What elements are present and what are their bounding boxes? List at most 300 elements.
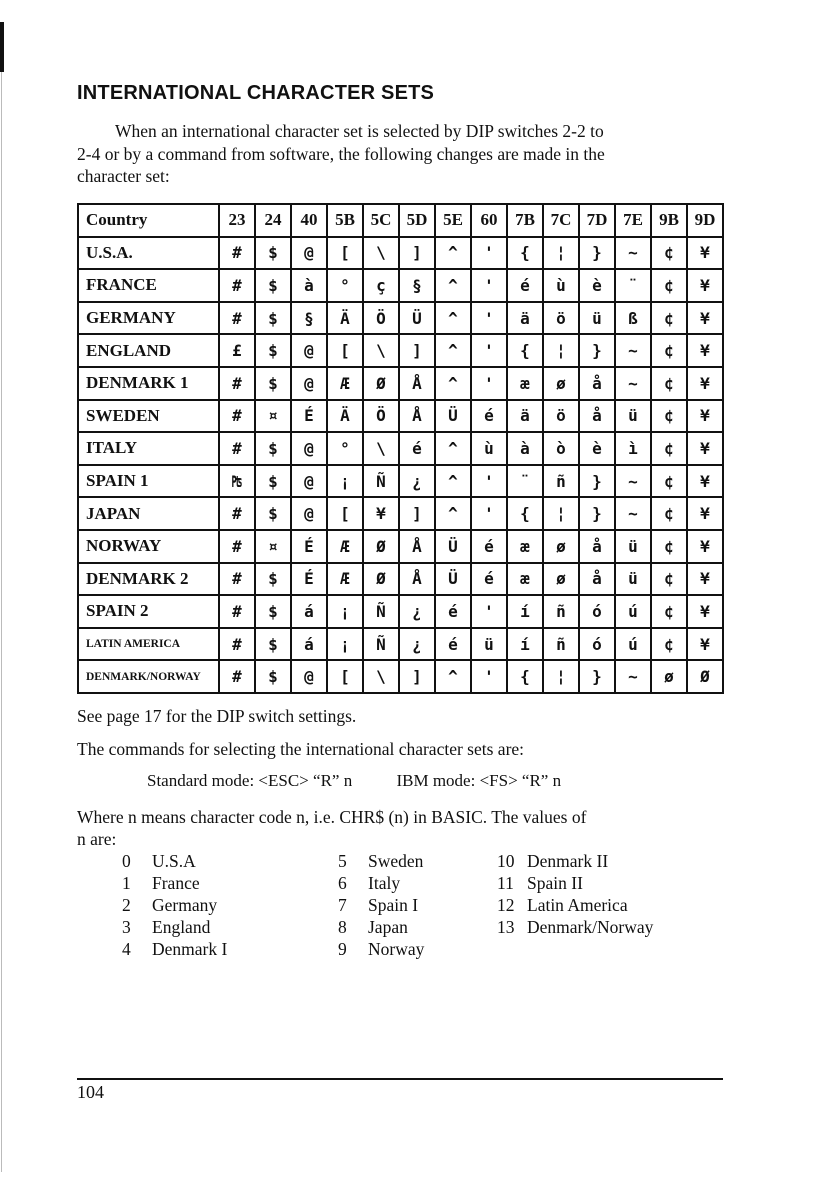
character-cell: # — [219, 530, 255, 563]
character-cell: à — [291, 269, 327, 302]
value-name: Denmark II — [527, 851, 609, 871]
character-cell: ¦ — [543, 660, 579, 693]
character-cell: é — [471, 400, 507, 433]
table-row — [78, 334, 723, 367]
character-cell: @ — [291, 432, 327, 465]
character-cell: { — [507, 334, 543, 367]
character-cell: ì — [615, 432, 651, 465]
column-header-code: 7E — [615, 204, 651, 237]
character-cell: ¦ — [543, 334, 579, 367]
character-cell: ö — [543, 302, 579, 335]
character-cell: ¦ — [543, 497, 579, 530]
value-code: 3 — [122, 917, 131, 937]
country-cell: DENMARK 2 — [78, 563, 219, 596]
list-item — [497, 894, 653, 916]
character-cell: [ — [327, 497, 363, 530]
value-code: 0 — [122, 851, 131, 871]
column-header-code: 9D — [687, 204, 723, 237]
character-cell: ¨ — [615, 269, 651, 302]
character-cell: $ — [255, 465, 291, 498]
character-cell: Æ — [327, 530, 363, 563]
character-cell: @ — [291, 367, 327, 400]
values-column-1 — [122, 850, 227, 960]
character-cell: ¡ — [327, 628, 363, 661]
value-code: 10 — [497, 851, 515, 871]
character-cell: ~ — [615, 237, 651, 270]
character-cell: } — [579, 237, 615, 270]
column-header-code: 5E — [435, 204, 471, 237]
see-page-note: See page 17 for the DIP switch settings. — [77, 706, 357, 726]
table-row — [78, 237, 723, 270]
footer-rule — [77, 1078, 723, 1080]
where-paragraph — [77, 806, 727, 850]
character-cell: Ö — [363, 302, 399, 335]
character-cell: ^ — [435, 269, 471, 302]
character-cell: ~ — [615, 497, 651, 530]
character-cell: ¢ — [651, 465, 687, 498]
character-cell: $ — [255, 628, 291, 661]
list-item — [122, 894, 227, 916]
character-cell: # — [219, 432, 255, 465]
character-cell: § — [399, 269, 435, 302]
character-cell: ¦ — [543, 237, 579, 270]
character-cell: # — [219, 660, 255, 693]
character-cell: ° — [327, 432, 363, 465]
value-name: Denmark I — [152, 939, 228, 959]
character-cell: Ü — [435, 563, 471, 596]
character-cell: Ä — [327, 400, 363, 433]
value-code: 12 — [497, 895, 515, 915]
character-cell: é — [507, 269, 543, 302]
list-item — [338, 850, 424, 872]
character-cell: ^ — [435, 334, 471, 367]
column-header-code: 7C — [543, 204, 579, 237]
country-cell: SPAIN 2 — [78, 595, 219, 628]
character-cell: É — [291, 400, 327, 433]
table-row — [78, 302, 723, 335]
list-item — [338, 894, 424, 916]
character-cell: ¿ — [399, 465, 435, 498]
character-cell: # — [219, 367, 255, 400]
character-cell: ¢ — [651, 269, 687, 302]
list-item — [338, 916, 424, 938]
character-cell: ñ — [543, 465, 579, 498]
character-cell: ] — [399, 237, 435, 270]
character-cell: ~ — [615, 465, 651, 498]
character-cell: \ — [363, 237, 399, 270]
character-cell: ¢ — [651, 432, 687, 465]
country-cell: JAPAN — [78, 497, 219, 530]
character-cell: ¥ — [687, 530, 723, 563]
character-cell: $ — [255, 269, 291, 302]
character-cell: ä — [507, 400, 543, 433]
character-cell: ñ — [543, 628, 579, 661]
intro-line-2: 2-4 or by a command from software, the following changes are made in the — [77, 143, 605, 164]
character-cell: \ — [363, 432, 399, 465]
character-cell: Ñ — [363, 465, 399, 498]
column-header-code: 40 — [291, 204, 327, 237]
table-row — [78, 269, 723, 302]
character-cell: ß — [615, 302, 651, 335]
character-cell: ¥ — [687, 367, 723, 400]
character-cell: \ — [363, 660, 399, 693]
intro-line-1: When an international character set is selected by DIP switches 2-2 to — [115, 121, 604, 141]
character-cell: ₧ — [219, 465, 255, 498]
column-header-code: 5B — [327, 204, 363, 237]
character-cell: æ — [507, 563, 543, 596]
character-cell: ç — [363, 269, 399, 302]
character-set-table — [77, 203, 724, 694]
character-cell: æ — [507, 367, 543, 400]
character-cell: ø — [651, 660, 687, 693]
character-cell: Ø — [363, 530, 399, 563]
character-cell: ¤ — [255, 400, 291, 433]
character-cell: $ — [255, 432, 291, 465]
character-cell: # — [219, 497, 255, 530]
character-cell: ü — [615, 563, 651, 596]
character-cell: É — [291, 563, 327, 596]
value-name: France — [152, 873, 200, 893]
character-cell: Ü — [435, 400, 471, 433]
character-cell: $ — [255, 237, 291, 270]
character-cell: æ — [507, 530, 543, 563]
list-item — [497, 872, 653, 894]
character-cell: } — [579, 465, 615, 498]
column-header-code: 23 — [219, 204, 255, 237]
table-row — [78, 595, 723, 628]
character-cell: @ — [291, 237, 327, 270]
character-cell: ^ — [435, 497, 471, 530]
table-row — [78, 628, 723, 661]
character-cell: ò — [543, 432, 579, 465]
character-cell: ^ — [435, 302, 471, 335]
character-cell: { — [507, 497, 543, 530]
table-header-row — [78, 204, 723, 237]
page-number: 104 — [77, 1082, 104, 1102]
column-header-code: 5D — [399, 204, 435, 237]
table-row — [78, 465, 723, 498]
character-cell: Ü — [399, 302, 435, 335]
character-cell: Ø — [363, 563, 399, 596]
character-cell: å — [579, 400, 615, 433]
character-cell: Æ — [327, 563, 363, 596]
country-cell: GERMANY — [78, 302, 219, 335]
character-cell: å — [579, 563, 615, 596]
character-cell: é — [399, 432, 435, 465]
character-cell: É — [291, 530, 327, 563]
character-cell: ¢ — [651, 237, 687, 270]
character-cell: ä — [507, 302, 543, 335]
character-cell: ' — [471, 595, 507, 628]
character-cell: ' — [471, 465, 507, 498]
value-code: 4 — [122, 939, 131, 959]
commands-intro: The commands for selecting the international character sets are: — [77, 739, 525, 759]
page-title: INTERNATIONAL CHARACTER SETS — [77, 82, 435, 104]
character-cell: ~ — [615, 334, 651, 367]
table-row — [78, 530, 723, 563]
character-cell: # — [219, 237, 255, 270]
character-cell: é — [471, 563, 507, 596]
character-cell: @ — [291, 465, 327, 498]
value-name: Spain I — [368, 895, 419, 915]
character-cell: $ — [255, 497, 291, 530]
value-code: 8 — [338, 917, 347, 937]
table-row — [78, 497, 723, 530]
character-cell: ~ — [615, 660, 651, 693]
character-cell: # — [219, 595, 255, 628]
character-cell: ¥ — [687, 563, 723, 596]
character-cell: á — [291, 595, 327, 628]
table-row — [78, 660, 723, 693]
where-line-2: n are: — [77, 829, 117, 849]
character-cell: $ — [255, 595, 291, 628]
character-cell: ~ — [615, 367, 651, 400]
value-code: 11 — [497, 873, 514, 893]
character-cell: ö — [543, 400, 579, 433]
character-cell: ¢ — [651, 563, 687, 596]
value-code: 7 — [338, 895, 347, 915]
character-cell: Å — [399, 563, 435, 596]
character-cell: à — [507, 432, 543, 465]
table-row — [78, 432, 723, 465]
character-cell: ù — [543, 269, 579, 302]
character-cell: ¥ — [687, 334, 723, 367]
character-cell: ¢ — [651, 334, 687, 367]
ibm-mode-command: IBM mode: <FS> “R” n — [396, 771, 562, 790]
values-column-2 — [338, 850, 424, 960]
character-cell: $ — [255, 367, 291, 400]
character-cell: # — [219, 563, 255, 596]
country-cell: SWEDEN — [78, 400, 219, 433]
character-cell: ¿ — [399, 595, 435, 628]
character-cell: £ — [219, 334, 255, 367]
character-cell: ' — [471, 237, 507, 270]
value-name: Sweden — [368, 851, 424, 871]
column-header-code: 7B — [507, 204, 543, 237]
character-cell: # — [219, 628, 255, 661]
character-cell: ¢ — [651, 367, 687, 400]
character-cell: é — [435, 628, 471, 661]
character-cell: ' — [471, 302, 507, 335]
character-cell: ¥ — [687, 465, 723, 498]
character-cell: # — [219, 400, 255, 433]
value-code: 6 — [338, 873, 347, 893]
character-cell: ó — [579, 595, 615, 628]
scan-edge-mark — [0, 22, 4, 72]
country-cell: FRANCE — [78, 269, 219, 302]
values-column-3 — [497, 850, 653, 938]
character-cell: ^ — [435, 237, 471, 270]
character-cell: ¥ — [687, 432, 723, 465]
country-cell: DENMARK 1 — [78, 367, 219, 400]
character-cell: ^ — [435, 660, 471, 693]
character-cell: { — [507, 660, 543, 693]
list-item — [497, 850, 653, 872]
where-line-1: Where n means character code n, i.e. CHR$ (n) in BASIC. The values of — [77, 807, 587, 827]
intro-paragraph — [77, 120, 727, 188]
character-cell: $ — [255, 302, 291, 335]
character-cell: @ — [291, 334, 327, 367]
value-name: U.S.A — [152, 851, 196, 871]
character-cell: ¨ — [507, 465, 543, 498]
character-cell: { — [507, 237, 543, 270]
value-code: 2 — [122, 895, 131, 915]
value-code: 1 — [122, 873, 131, 893]
scan-edge-line — [1, 72, 2, 1172]
column-header-code: 24 — [255, 204, 291, 237]
character-cell: ü — [615, 400, 651, 433]
character-cell: [ — [327, 660, 363, 693]
character-cell: ¤ — [255, 530, 291, 563]
list-item — [122, 872, 227, 894]
character-cell: ¡ — [327, 595, 363, 628]
character-cell: ü — [579, 302, 615, 335]
character-cell: ¥ — [687, 302, 723, 335]
character-cell: ü — [471, 628, 507, 661]
character-cell: ¢ — [651, 628, 687, 661]
list-item — [497, 916, 653, 938]
character-cell: [ — [327, 237, 363, 270]
list-item — [122, 938, 227, 960]
character-cell: ú — [615, 595, 651, 628]
table-row — [78, 367, 723, 400]
character-cell: ¥ — [687, 237, 723, 270]
value-name: Germany — [152, 895, 218, 915]
character-cell: ¥ — [363, 497, 399, 530]
character-cell: @ — [291, 497, 327, 530]
character-cell: } — [579, 334, 615, 367]
character-cell: ' — [471, 660, 507, 693]
character-cell: á — [291, 628, 327, 661]
character-cell: Ñ — [363, 595, 399, 628]
character-cell: } — [579, 497, 615, 530]
standard-mode-command: Standard mode: <ESC> “R” n — [147, 771, 353, 790]
character-cell: ] — [399, 660, 435, 693]
character-cell: # — [219, 302, 255, 335]
character-cell: ' — [471, 497, 507, 530]
character-cell: } — [579, 660, 615, 693]
character-cell: ¥ — [687, 269, 723, 302]
character-cell: ù — [471, 432, 507, 465]
value-code: 9 — [338, 939, 347, 959]
table-row — [78, 563, 723, 596]
list-item — [338, 938, 424, 960]
intro-line-3: character set: — [77, 166, 170, 186]
character-cell: ü — [615, 530, 651, 563]
value-name: Latin America — [527, 895, 628, 915]
table-body — [78, 237, 723, 693]
character-cell: ø — [543, 563, 579, 596]
country-cell: ITALY — [78, 432, 219, 465]
command-modes — [147, 771, 601, 791]
character-cell: ^ — [435, 465, 471, 498]
character-cell: ] — [399, 497, 435, 530]
value-code: 13 — [497, 917, 515, 937]
country-cell: SPAIN 1 — [78, 465, 219, 498]
character-cell: í — [507, 628, 543, 661]
list-item — [338, 872, 424, 894]
character-cell: Ü — [435, 530, 471, 563]
country-cell: LATIN AMERICA — [78, 628, 219, 661]
country-cell: U.S.A. — [78, 237, 219, 270]
character-cell: ¢ — [651, 497, 687, 530]
value-name: Italy — [368, 873, 401, 893]
character-cell: ' — [471, 367, 507, 400]
character-cell: ^ — [435, 367, 471, 400]
country-cell: DENMARK/NORWAY — [78, 660, 219, 693]
character-cell: ¢ — [651, 302, 687, 335]
country-cell: NORWAY — [78, 530, 219, 563]
character-cell: ¥ — [687, 400, 723, 433]
list-item — [122, 850, 227, 872]
character-cell: å — [579, 530, 615, 563]
character-cell: Å — [399, 367, 435, 400]
character-cell: ' — [471, 269, 507, 302]
column-header-code: 60 — [471, 204, 507, 237]
value-name: England — [152, 917, 211, 937]
column-header-code: 9B — [651, 204, 687, 237]
character-cell: $ — [255, 334, 291, 367]
character-cell: # — [219, 269, 255, 302]
character-cell: $ — [255, 660, 291, 693]
character-cell: Å — [399, 400, 435, 433]
character-cell: $ — [255, 563, 291, 596]
character-cell: ø — [543, 530, 579, 563]
character-cell: Å — [399, 530, 435, 563]
list-item — [122, 916, 227, 938]
column-header-code: 7D — [579, 204, 615, 237]
character-cell: ó — [579, 628, 615, 661]
value-name: Spain II — [527, 873, 583, 893]
column-header-country: Country — [78, 204, 219, 237]
character-cell: å — [579, 367, 615, 400]
country-cell: ENGLAND — [78, 334, 219, 367]
value-name: Denmark/Norway — [527, 917, 654, 937]
character-cell: ¡ — [327, 465, 363, 498]
character-cell: ¢ — [651, 530, 687, 563]
character-cell: Æ — [327, 367, 363, 400]
character-cell: Ñ — [363, 628, 399, 661]
value-name: Norway — [368, 939, 425, 959]
table-row — [78, 400, 723, 433]
character-cell: ¥ — [687, 628, 723, 661]
character-cell: Ö — [363, 400, 399, 433]
character-cell: Ø — [687, 660, 723, 693]
value-code: 5 — [338, 851, 347, 871]
character-cell: ¢ — [651, 400, 687, 433]
character-cell: @ — [291, 660, 327, 693]
character-cell: ¿ — [399, 628, 435, 661]
character-cell: ¢ — [651, 595, 687, 628]
character-cell: í — [507, 595, 543, 628]
character-cell: Ø — [363, 367, 399, 400]
character-cell: ñ — [543, 595, 579, 628]
character-cell: é — [471, 530, 507, 563]
character-cell: è — [579, 432, 615, 465]
character-cell: ¥ — [687, 595, 723, 628]
character-cell: § — [291, 302, 327, 335]
character-cell: ^ — [435, 432, 471, 465]
character-cell: è — [579, 269, 615, 302]
character-cell: ° — [327, 269, 363, 302]
column-header-code: 5C — [363, 204, 399, 237]
character-cell: ø — [543, 367, 579, 400]
character-cell: ¥ — [687, 497, 723, 530]
character-cell: \ — [363, 334, 399, 367]
value-name: Japan — [368, 917, 408, 937]
character-cell: ú — [615, 628, 651, 661]
character-cell: ' — [471, 334, 507, 367]
